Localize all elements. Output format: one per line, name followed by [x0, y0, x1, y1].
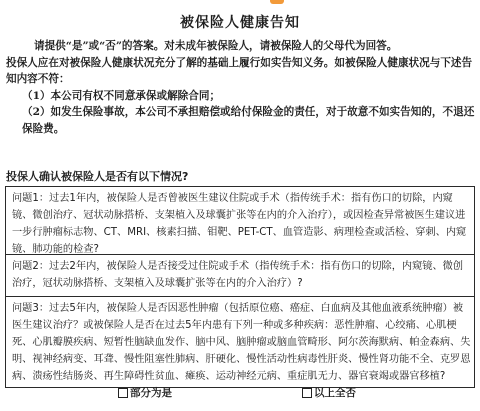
option-partial-yes-label: 部分为是 [130, 387, 172, 399]
question-heading: 投保人确认被保险人是否有以下情况? [6, 170, 189, 183]
intro-text [6, 38, 476, 137]
question-2: 问题2：过去2年内，被保险人是否接受过住院或手术（指传统手术：指有伤口的切除，内窥镜、微创治疗，冠状动脉搭桥、支架植入及球囊扩张等在内的介入治疗）? [6, 255, 474, 297]
intro-paragraph-2: 投保人应在对被保险人健康状况充分了解的基础上履行如实告知义务。如被保险人健康状况与下述告知内容不符： [6, 56, 473, 85]
option-all-no[interactable] [302, 385, 356, 400]
checkbox-all-no[interactable] [302, 388, 312, 398]
question-1: 问题1：过去1年内，被保险人是否曾被医生建议住院或手术（指传统手术：指有伤口的切除，内窥镜、微创治疗、冠状动脉搭桥、支架植入及球囊扩张等在内的介入治疗），或因检查异常被医生建议进一步行肿瘤标志物、CT、MRI、核素扫描、钼靶、PET-CT、血管造影、病理检查或活检、穿刺、内窥镜、肺功能的检查? [6, 187, 474, 255]
option-partial-yes[interactable] [118, 385, 172, 400]
checkbox-partial-yes[interactable] [118, 388, 128, 398]
intro-paragraph-1: 请提供“是”或“否”的答案。对未成年被保险人，请被保险人的父母代为回答。 [34, 40, 398, 52]
questions-table [5, 186, 475, 388]
intro-item-1: （1）本公司有权不同意承保或解除合同； [22, 89, 221, 102]
page-title: 被保险人健康告知 [180, 15, 300, 31]
top-accent-mark [270, 0, 284, 4]
option-all-no-label: 以上全否 [314, 387, 356, 399]
intro-item-2: （2）如发生保险事故，本公司不承担赔偿或给付保险金的责任，对于故意不如实告知的，不退还保险费。 [22, 106, 475, 135]
question-3: 问题3：过去5年内，被保险人是否因恶性肿瘤（包括原位癌、癌症、白血病及其他血液系统肿瘤）被医生建议治疗？或被保险人是否在过去5年内患有下列一种或多种疾病：恶性肿瘤、心绞痛、心肌梗死、心肌瓣膜疾病、短暂性脑缺血发作、脑中风、脑肿瘤或脑血管畸形、阿尔茨海默病、帕金森病、失明、视神经病变、耳聋、慢性阻塞性肺病、肝硬化、慢性活动性病毒性肝炎、慢性肾功能不全、克罗恩病、溃疡性结肠炎、再生障碍性贫血、瘫痪、运动神经元病、重症肌无力、器官衰竭或器官移植? [12, 303, 471, 382]
